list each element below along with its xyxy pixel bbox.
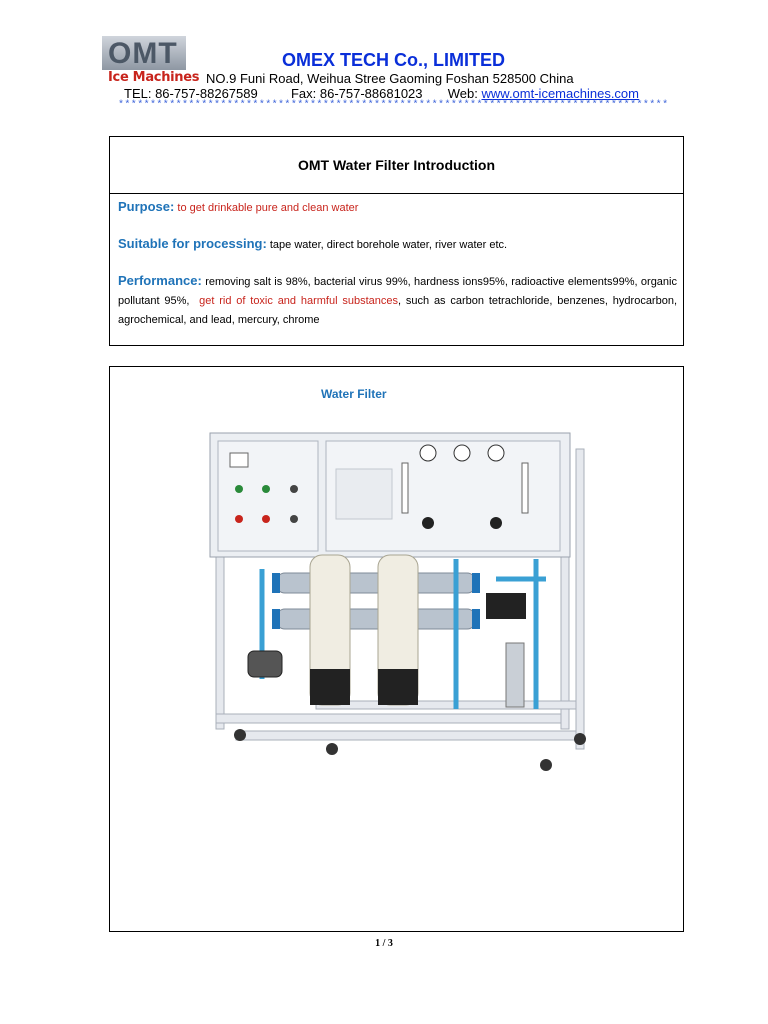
tel-number: TEL: 86-757-88267589 [124, 86, 258, 101]
purpose-paragraph [118, 197, 358, 218]
logo-mark [102, 36, 186, 70]
fax-number: Fax: 86-757-88681023 [290, 86, 423, 101]
company-name: OMEX TECH Co., LIMITED [282, 50, 505, 70]
membrane-tubes [272, 573, 480, 629]
suitable-paragraph [118, 234, 507, 255]
intro-box [109, 136, 684, 346]
performance-text-2: , such as carbon tetrachloride, benzenes, hydrocarbon, agrochemical, and lead, mercury, chrome [118, 295, 678, 326]
intro-title: OMT Water Filter Introduction [110, 137, 683, 194]
performance-paragraph [118, 271, 677, 330]
performance-red-text: get rid of toxic and harmful substances [199, 295, 399, 307]
page-number: 1 / 3 [375, 938, 393, 949]
contact-line [124, 86, 639, 101]
company-address: NO.9 Funi Road, Weihua Stree Gaoming Foshan 528500 China [206, 71, 574, 86]
performance-label: Performance: [118, 273, 202, 288]
water-filter-machine-image [206, 419, 606, 781]
logo-subtitle: Ice Machines [108, 70, 200, 85]
performance-text-1: removing salt is 98%, bacterial virus 99%, hardness ions95%, radioactive elements99%, organic pollutant 95%, [118, 276, 677, 307]
suitable-text: tape water, direct borehole water, river water etc. [269, 239, 508, 251]
suitable-label: Suitable for processing: [118, 236, 267, 251]
figure-title: Water Filter [321, 387, 387, 401]
figure-box [109, 366, 684, 932]
purpose-text: to get drinkable pure and clean water [177, 202, 359, 214]
company-logo [102, 36, 200, 88]
header-separator: ************************************************************************************** [118, 100, 669, 111]
purpose-label: Purpose: [118, 199, 175, 214]
web-label: Web: [447, 86, 478, 101]
logo-text: OMT [108, 37, 178, 70]
website-link[interactable]: www.omt-icemachines.com [481, 86, 639, 101]
